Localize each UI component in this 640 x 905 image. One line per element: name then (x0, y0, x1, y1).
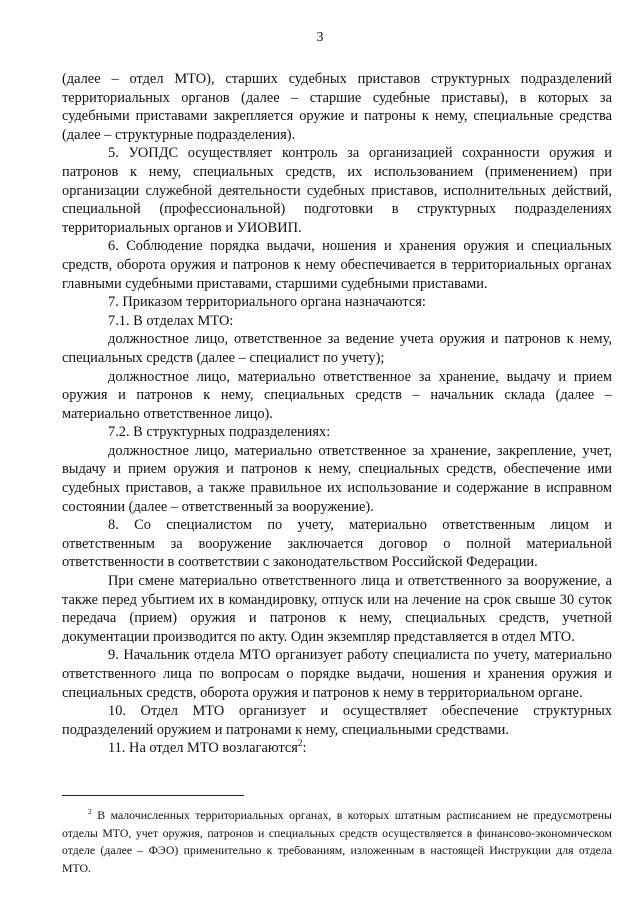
paragraph-7-1: 7.1. В отделах МТО: (108, 312, 234, 329)
paragraph-8-continued: При смене материально ответственного лица и ответственного за вооружение, а также перед убытием их в командировку, отпуск или на лечение на срок свыше 30 суток передача (прием) оружия и патронов к нему, специальных средств, учетной документации производится по акту. Один экземпляр представляется в отдел МТО. (62, 573, 612, 645)
paragraph-7-2-item-1: должностное лицо, материально ответственное за хранение, закрепление, учет, выдачу и прием оружия и патронов к нему, специальных средств, обеспечение ими судебных приставов, а также правильное их использование и содержание в исправном состоянии (далее – ответственный за вооружение). (62, 442, 612, 515)
paragraph-10: 10. Отдел МТО организует и осуществляет обеспечение структурных подразделений оружием и патронами к нему, специальными средствами. (62, 703, 612, 738)
footnote-text: В малочисленных территориальных органах, в которых штатным расписанием не предусмотрены отделы МТО, учет оружия, патронов и специальных средств осуществляется в финансово-экономическом отделе (далее – ФЭО) применительно к требованиям, изложенным в настоящей Инструкции для отдела МТО. (62, 808, 612, 875)
paragraph-11 (62, 739, 612, 758)
footnote (62, 807, 612, 877)
paragraph-7-1-item-1: должностное лицо, ответственное за ведение учета оружия и патронов к нему, специальных средств (далее – специалист по учету); (62, 331, 612, 366)
paragraph-7: 7. Приказом территориального органа назначаются: (108, 294, 426, 311)
paragraph-continuation: (далее – отдел МТО), старших судебных приставов структурных подразделений территориальных органов (далее – старшие судебные приставы), в которых за судебными приставами закрепляется оружие и патроны к нему, специальные средства (далее – структурные подразделения). (62, 71, 612, 143)
page-number: 3 (316, 30, 324, 45)
paragraph-11-text: 11. На отдел МТО возлагаются (108, 740, 298, 757)
paragraph-11-colon: : (302, 740, 307, 757)
paragraph-6: 6. Соблюдение порядка выдачи, ношения и хранения оружия и специальных средств, оборота оружия и патронов к нему обеспечивается в территориальных органах главными судебными приставами, старшими судебными приставами. (62, 238, 612, 292)
body-text (62, 70, 612, 758)
footnote-reference: 2 (297, 739, 303, 750)
paragraph-9: 9. Начальник отдела МТО организует работу специалиста по учету, материально ответственного лица по вопросам о порядке выдачи, ношения и хранения оружия и специальных средств, оборота оружия и патронов к нему в территориальном органе. (62, 647, 612, 701)
paragraph-7-1-item-2: должностное лицо, материально ответственное за хранение, выдачу и прием оружия и патронов к нему, специальных средств – начальник склада (далее – материально ответственное лицо). (62, 368, 612, 422)
paragraph-8: 8. Со специалистом по учету, материально ответственным лицом и ответственным за вооружение заключается договор о полной материальной ответственности в соответствии с законодательством Российской Федерации. (62, 517, 612, 571)
paragraph-5: 5. УОПДС осуществляет контроль за организацией сохранности оружия и патронов к нему, специальных средств, их использованием (применением) при организации служебной деятельности судебных приставов, исполнительных действий, специальной (профессиональной) подготовки в структурных подразделениях территориальных органов и УИОВИП. (62, 145, 612, 236)
paragraph-7-2: 7.2. В структурных подразделениях: (108, 424, 331, 441)
footnote-divider (62, 795, 244, 796)
footnote-mark: 2 (88, 807, 92, 817)
